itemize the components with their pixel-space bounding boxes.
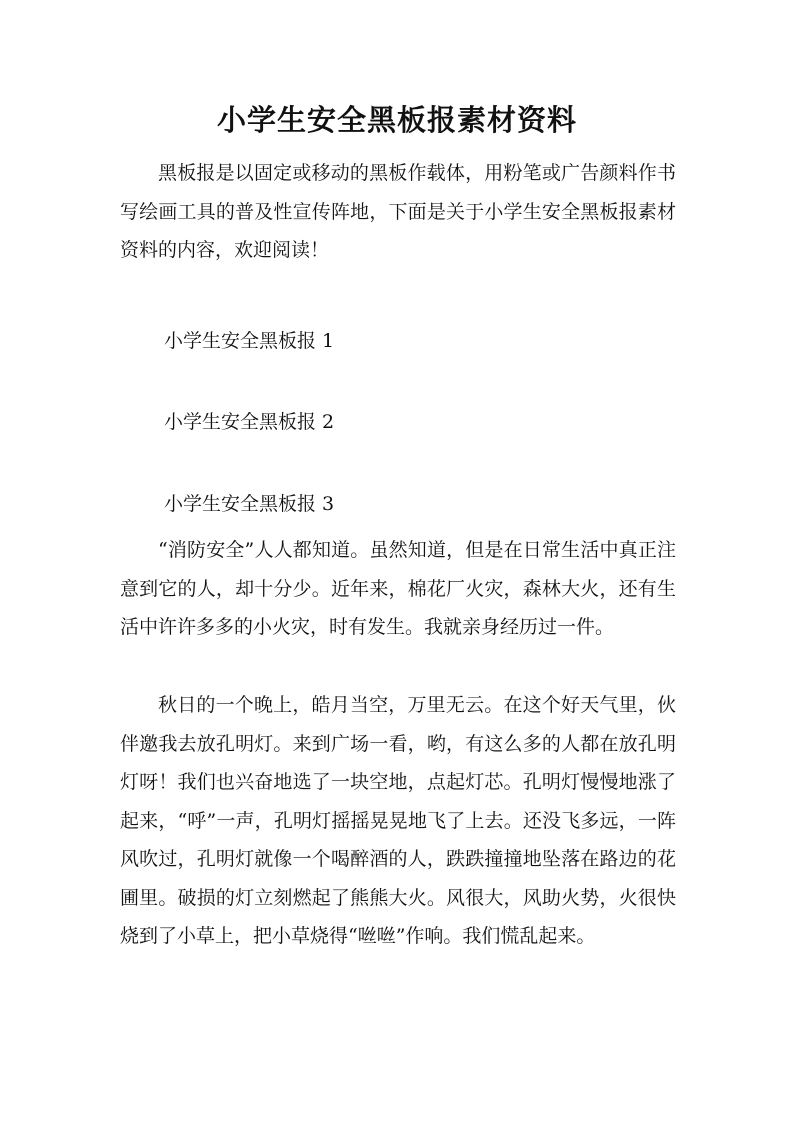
body-paragraph-1: “消防安全”人人都知道。虽然知道，但是在日常生活中真正注意到它的人，却十分少。近年来，棉花厂火灾，森林大火，还有生活中许许多多的小火灾，时有发生。我就亲身经历过一件。 (120, 539, 676, 638)
document-title: 小学生安全黑板报素材资料 (216, 103, 577, 137)
intro-paragraph: 黑板报是以固定或移动的黑板作载体，用粉笔或广告颜料作书写绘画工具的普及性宣传阵地，下面是关于小学生安全黑板报素材资料的内容，欢迎阅读！ (120, 162, 676, 261)
body-paragraph-2: 秋日的一个晚上，皓月当空，万里无云。在这个好天气里，伙伴邀我去放孔明灯。来到广场一看，哟，有这么多的人都在放孔明灯呀！我们也兴奋地选了一块空地，点起灯芯。孔明灯慢慢地涨了起来，“呼”一声，孔明灯摇摇晃晃地飞了上去。还没飞多远，一阵风吹过，孔明灯就像一个喝醉酒的人，跌跌撞撞地坠落在路边的花圃里。破损的灯立刻燃起了熊熊大火。风很大，风助火势，火很快烧到了小草上，把小草烧得“咝咝”作响。我们慌乱起来。 (120, 694, 676, 947)
section-heading-3: 小学生安全黑板报 3 (164, 493, 335, 515)
section-heading-1: 小学生安全黑板报 1 (164, 330, 335, 352)
section-heading-2: 小学生安全黑板报 2 (164, 411, 335, 433)
